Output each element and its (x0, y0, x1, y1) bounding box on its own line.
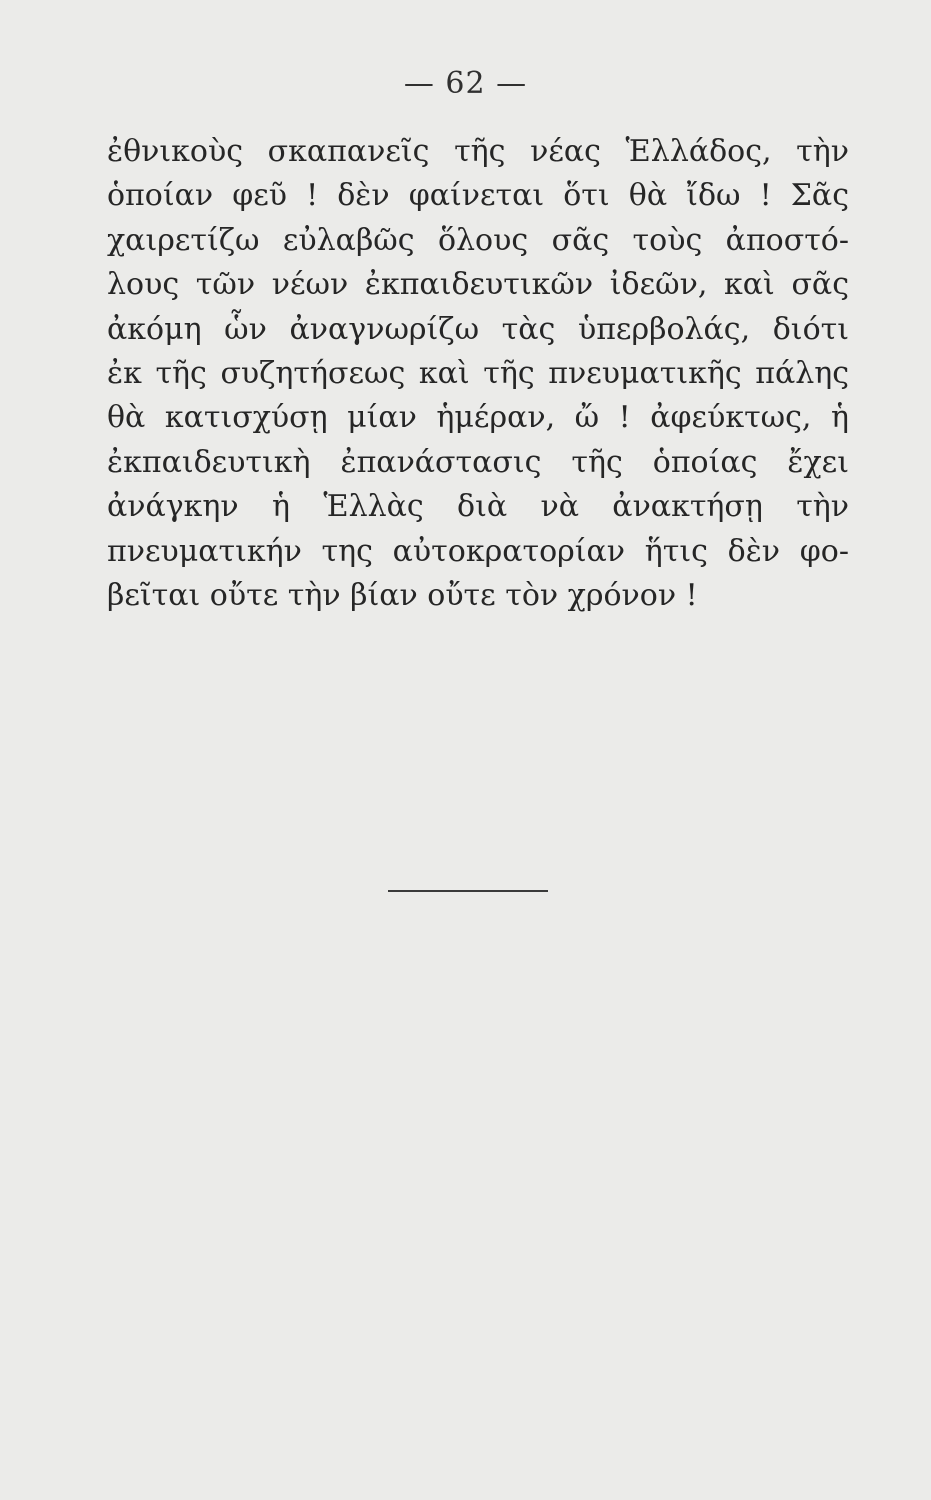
page-number: — 62 — (403, 66, 528, 101)
text-line: πνευματικήν της αὐτοκρατορίαν ἥτις δὲν φο- (107, 533, 849, 569)
text-line: ἐκ τῆς συζητήσεως καὶ τῆς πνευματικῆς πάλης (107, 355, 849, 391)
text-line: ἀκόμη ὧν ἀναγνωρίζω τὰς ὑπερβολάς, διότι (107, 311, 849, 347)
text-line: ἀνάγκην ἡ Ἑλλὰς διὰ νὰ ἀνακτήσῃ τὴν (107, 489, 849, 525)
text-line: λους τῶν νέων ἐκπαιδευτικῶν ἰδεῶν, καὶ σᾶς (107, 267, 849, 303)
text-line: χαιρετίζω εὐλαβῶς ὅλους σᾶς τοὺς ἀποστό- (107, 222, 849, 258)
text-line: βεῖται οὔτε τὴν βίαν οὔτε τὸν χρόνον ! (107, 577, 698, 613)
section-divider (388, 890, 548, 892)
text-line: ὁποίαν φεῦ ! δὲν φαίνεται ὅτι θὰ ἴδω ! Σᾶς (107, 178, 849, 214)
text-line: ἐθνικοὺς σκαπανεῖς τῆς νέας Ἑλλάδος, τὴν (107, 134, 849, 169)
text-line: ἐκπαιδευτικὴ ἐπανάστασις τῆς ὁποίας ἔχει (107, 444, 849, 480)
body-text (107, 130, 849, 618)
text-line: θὰ κατισχύσῃ μίαν ἡμέραν, ὤ ! ἀφεύκτως, ἡ (107, 400, 849, 436)
